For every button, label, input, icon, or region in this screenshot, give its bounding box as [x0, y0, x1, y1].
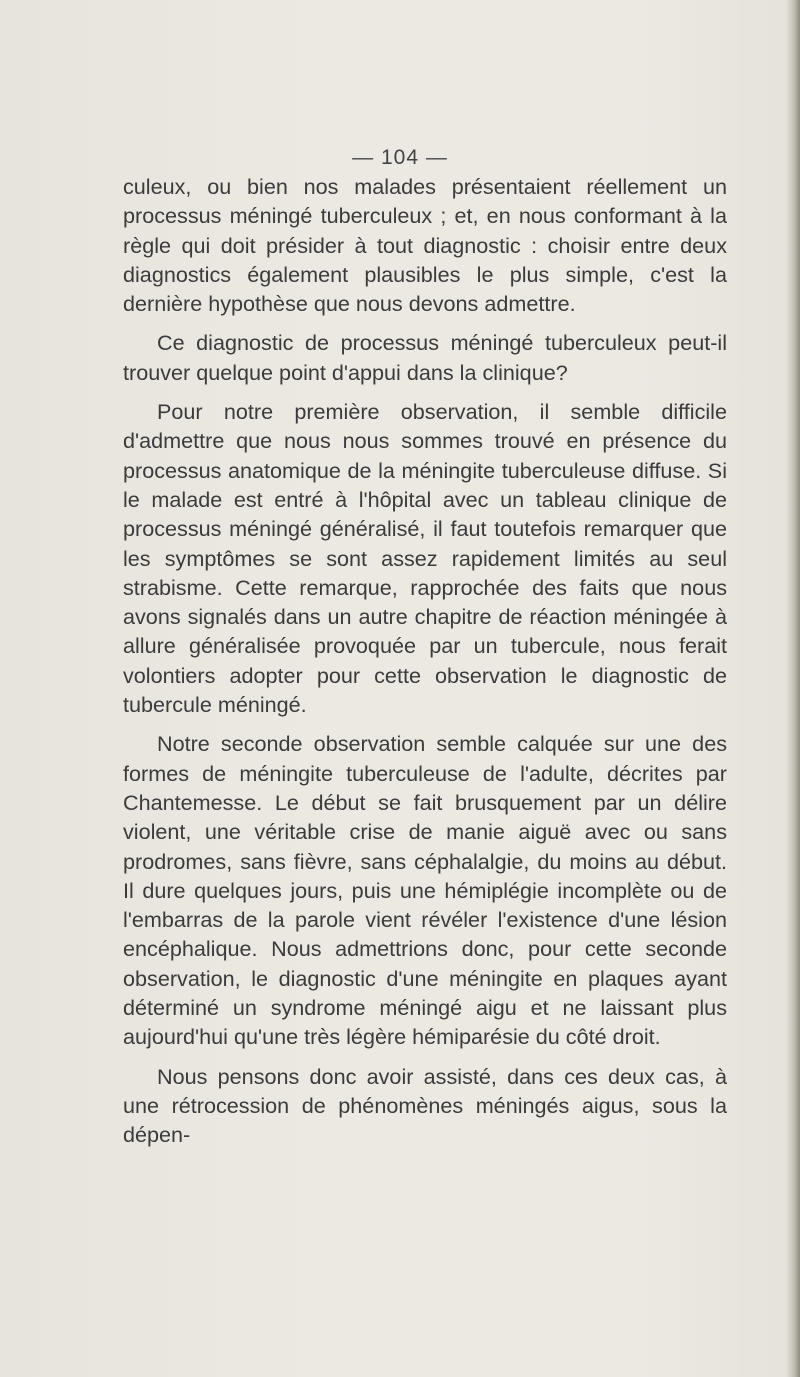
paragraph: Nous pensons donc avoir assisté, dans ces deux cas, à une rétrocession de phénomènes méningés aigus, sous la dépen- [123, 1063, 727, 1148]
paragraph: Notre seconde observation semble calquée sur une des formes de méningite tuberculeuse de l'adulte, décrites par Chantemesse. Le début se fait brusquement par un délire violent, une véritable crise de manie aiguë avec ou sans prodromes, sans fièvre, sans céphalalgie, du moins au début. Il dure quelques jours, puis une hémiplégie incomplète ou de l'embarras de la parole vient révéler l'existence d'une lésion encéphalique. Nous admettrions donc, pour cette seconde observation, le diagnostic d'une méningite en plaques ayant déterminé un syndrome méningé aigu et ne laissant plus aujourd'hui qu'une très légère hémiparésie du côté droit. [123, 731, 727, 1050]
body-text [123, 172, 727, 1160]
page-number: — 104 — [352, 146, 448, 169]
paragraph: Pour notre première observation, il semble difficile d'admettre que nous nous sommes trouvé en présence du processus anatomique de la méningite tuberculeuse diffuse. Si le malade est entré à l'hôpital avec un tableau clinique de processus méningé généralisé, il faut toutefois remarquer que les symptômes se sont assez rapidement limités au seul strabisme. Cette remarque, rapprochée des faits que nous avons signalés dans un autre chapitre de réaction méningée à allure généralisée provoquée par un tubercule, nous ferait volontiers adopter pour cette observation le diagnostic de tubercule méningé. [123, 399, 727, 718]
paragraph: Ce diagnostic de processus méningé tuberculeux peut-il trouver quelque point d'appui dans la clinique? [123, 330, 727, 385]
paragraph: culeux, ou bien nos malades présentaient réellement un processus méningé tuberculeux ; et, en nous conformant à la règle qui doit présider à tout diagnostic : choisir entre deux diagnostics également plausibles le plus simple, c'est la dernière hypothèse que nous devons admettre. [123, 174, 727, 317]
page-edge-shadow [786, 0, 800, 1377]
